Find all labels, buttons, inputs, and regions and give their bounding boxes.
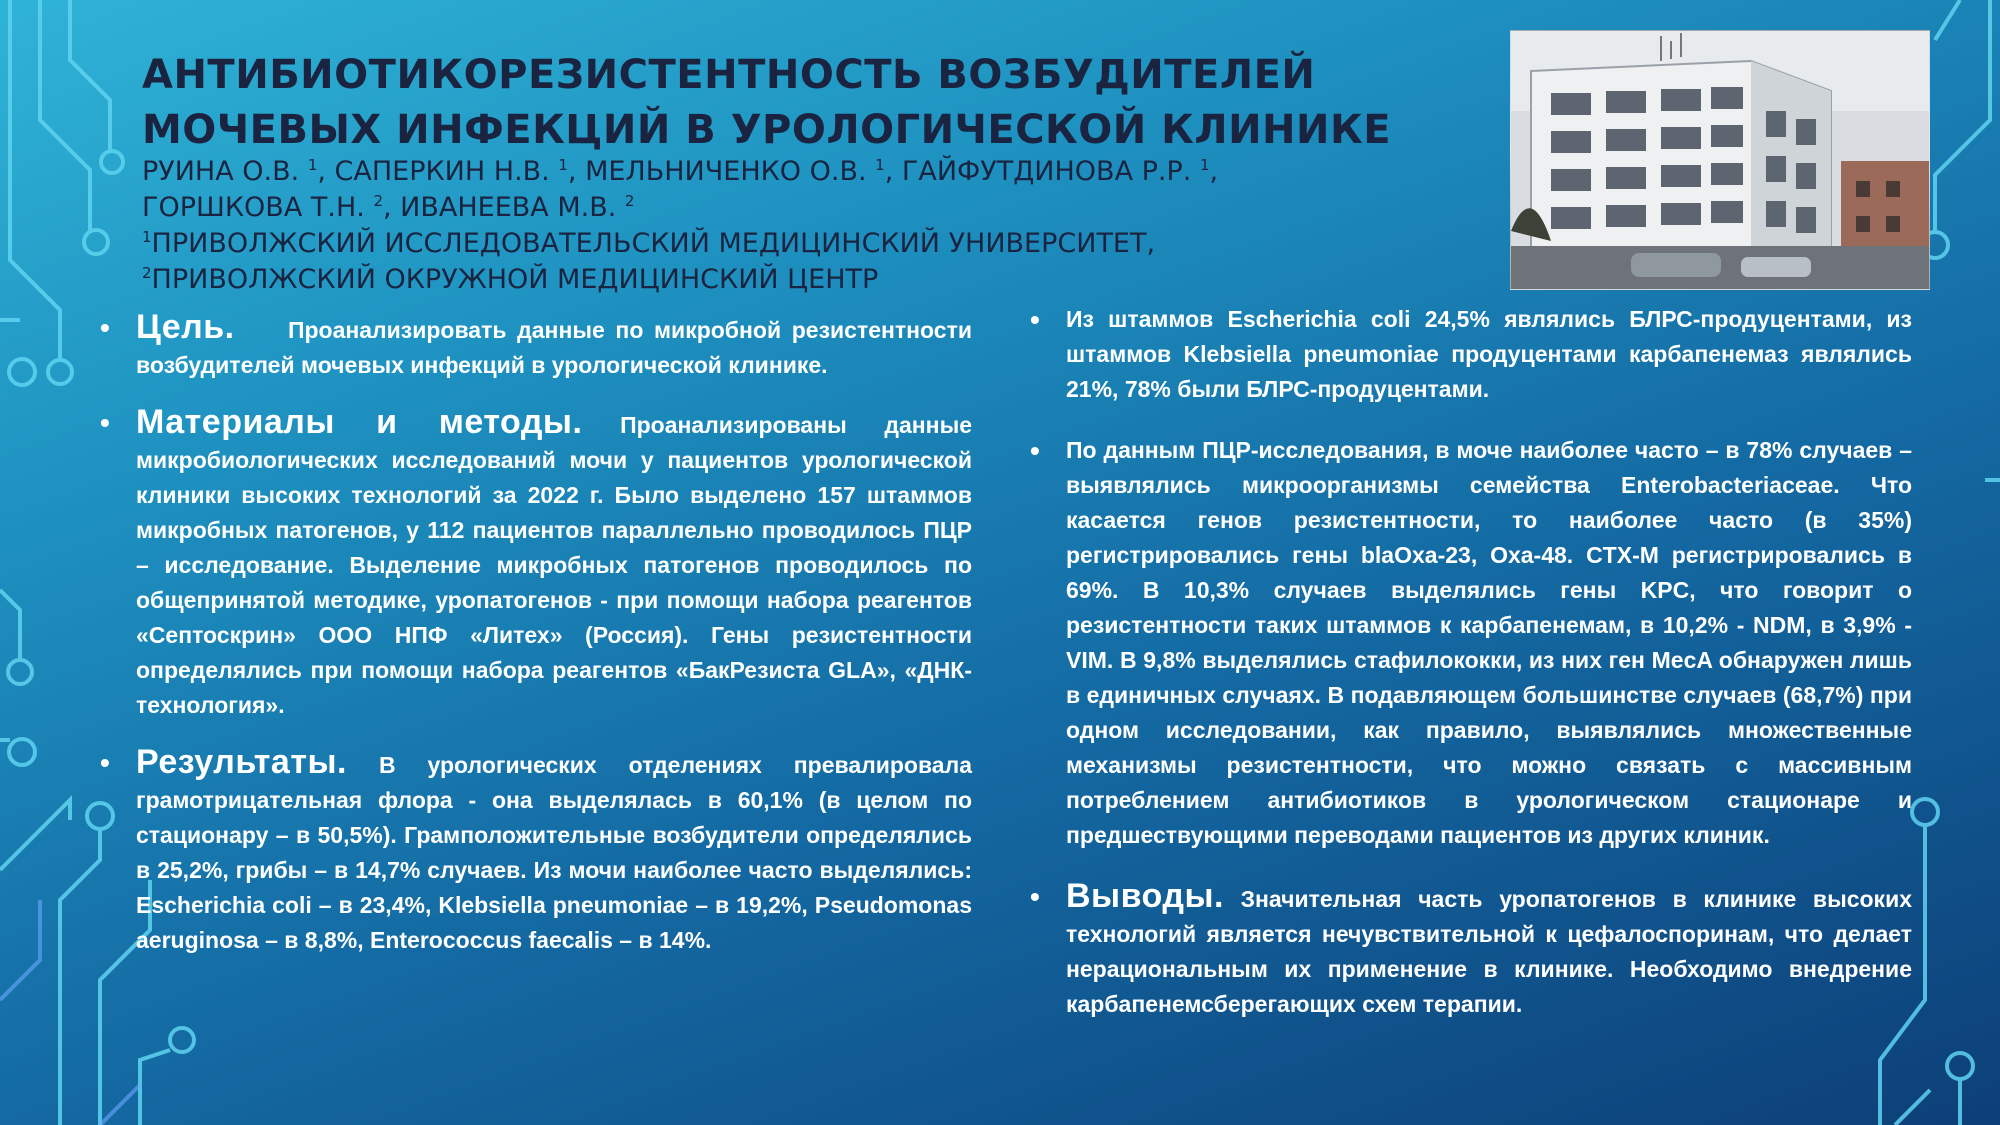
affiliation-text: ПРИВОЛЖСКИЙ ОКРУЖНОЙ МЕДИЦИНСКИЙ ЦЕНТР [151,264,879,295]
bullet-marker: • [1030,304,1040,335]
strains-text: Из штаммов Escherichia coli 24,5% являлись БЛРС-продуцентами, из штаммов Klebsiella pneumoniae продуцентами карбапенемаз являлись 21%, 78% были БЛРС-продуцентами. [1066,306,1912,402]
hospital-building-photo [1510,30,1930,290]
conclusions-heading: Выводы. [1066,877,1224,915]
results-section [96,745,972,958]
right-column [1026,302,1912,1022]
author-affiliation-mark: 1 [1199,156,1210,174]
methods-heading: Материалы и методы. [136,403,583,441]
conclusions-text: Значительная часть уропатогенов в клинике высоких технологий является нечувствительной к цефалоспоринам, что делает нерациональным их применение в клинике. Необходимо внедрение карбапенемсберегающих схем терапии. [1066,886,1912,1017]
bullet-marker: • [1030,881,1040,912]
page-title: АНТИБИОТИКОРЕЗИСТЕНТНОСТЬ ВОЗБУДИТЕЛЕЙ МОЧЕВЫХ ИНФЕКЦИЙ В УРОЛОГИЧЕСКОЙ КЛИНИКЕ [142,52,1392,153]
author-affiliation-mark: 1 [307,156,318,174]
bullet-marker: • [100,747,110,778]
bullet-marker: • [1030,435,1040,466]
author-name: ИВАНЕЕВА М.В. [400,192,617,223]
goal-text: Проанализировать данные по микробной резистентности возбудителей мочевых инфекций в урологической клинике. [136,317,973,378]
affiliations [142,226,1472,298]
strains-section [1026,302,1912,407]
author-name: РУИНА О.В. [142,156,300,187]
author-separator: , [382,192,401,223]
author-name: ГАЙФУТДИНОВА Р.Р. [901,156,1192,187]
results-heading: Результаты. [136,743,347,781]
author-affiliation-mark: 1 [558,156,568,174]
bullet-marker: • [100,312,110,343]
author-name: МЕЛЬНИЧЕНКО О.В. [585,156,867,187]
goal-heading: Цель. [136,308,235,346]
affiliation-1 [142,226,1472,262]
conclusions-section [1026,879,1912,1022]
building-illustration [1511,31,1929,289]
methods-section [96,405,972,723]
bullet-marker: • [100,407,110,438]
left-column [96,310,972,958]
author-separator: , [884,156,902,187]
goal-section [96,310,972,383]
author-affiliation-mark: 2 [373,192,383,210]
authors-line-2 [142,190,1472,226]
authors-line-1 [142,154,1472,190]
pcr-text: По данным ПЦР-исследования, в моче наиболее часто – в 78% случаев – выявлялись микроорганизмы семейства Enterobacteriaceae. Что касается генов резистентности, то наиболее часто (в 35%) регистрировались гены blaOxa-23, Oxa-48. CTX-M регистрировались в 69%. В 10,3% случаев выделялись гены KPC, что говорит о резистентности таких штаммов к карбапенемам, в 10,2% - NDM, в 3,9% - VIM. В 9,8% выделялись стафилококки, из них ген MecA обнаружен лишь в единичных случаях. В подавляющем большинстве случаев (68,7%) при одном исследовании, как правило, выявлялись множественные механизмы резистентности, что можно связать с массивным потреблением антибиотиков в урологическом стационаре и предшествующими переводами пациентов из других клиник. [1066,437,1912,848]
affiliation-text: ПРИВОЛЖСКИЙ ИССЛЕДОВАТЕЛЬСКИЙ МЕДИЦИНСКИЙ УНИВЕРСИТЕТ, [151,228,1156,259]
author-name: САПЕРКИН Н.В. [334,156,550,187]
author-name: ГОРШКОВА Т.Н. [142,192,365,223]
results-text: В урологических отделениях превалировала грамотрицательная флора - она выделялась в 60,1% (в целом по стационару – в 50,5%). Грамположительные возбудители определялись в 25,2%, грибы – в 14,7% случаев. Из мочи наиболее часто выделялись: Escherichia coli – в 23,4%, Klebsiella pneumoniae – в 19,2%, Pseudomonas aeruginosa – в 8,8%, Enterococcus faecalis – в 14%. [136,752,973,953]
affiliation-2 [142,262,1472,298]
methods-text: Проанализированы данные микробиологических исследований мочи у пациентов урологической клиники высоких технологий за 2022 г. Было выделено 157 штаммов микробных патогенов, у 112 пациентов параллельно проводилось ПЦР – исследование. Выделение микробных патогенов проводилось по общепринятой методике, уропатогенов - при помощи набора реагентов «Септоскрин» ООО НПФ «Литех» (Россия). Гены резистентности определялись при помощи набора реагентов «БакРезиста GLA», «ДНК-технология». [136,412,972,718]
pcr-section [1026,433,1912,853]
author-affiliation-mark: 2 [624,192,635,210]
author-affiliation-mark: 1 [875,156,885,174]
authors-list [142,154,1472,226]
author-separator: , [1209,156,1219,187]
affiliation-mark: 1 [142,228,152,246]
author-separator: , [317,156,335,187]
author-separator: , [567,156,586,187]
affiliation-mark: 2 [142,264,152,282]
